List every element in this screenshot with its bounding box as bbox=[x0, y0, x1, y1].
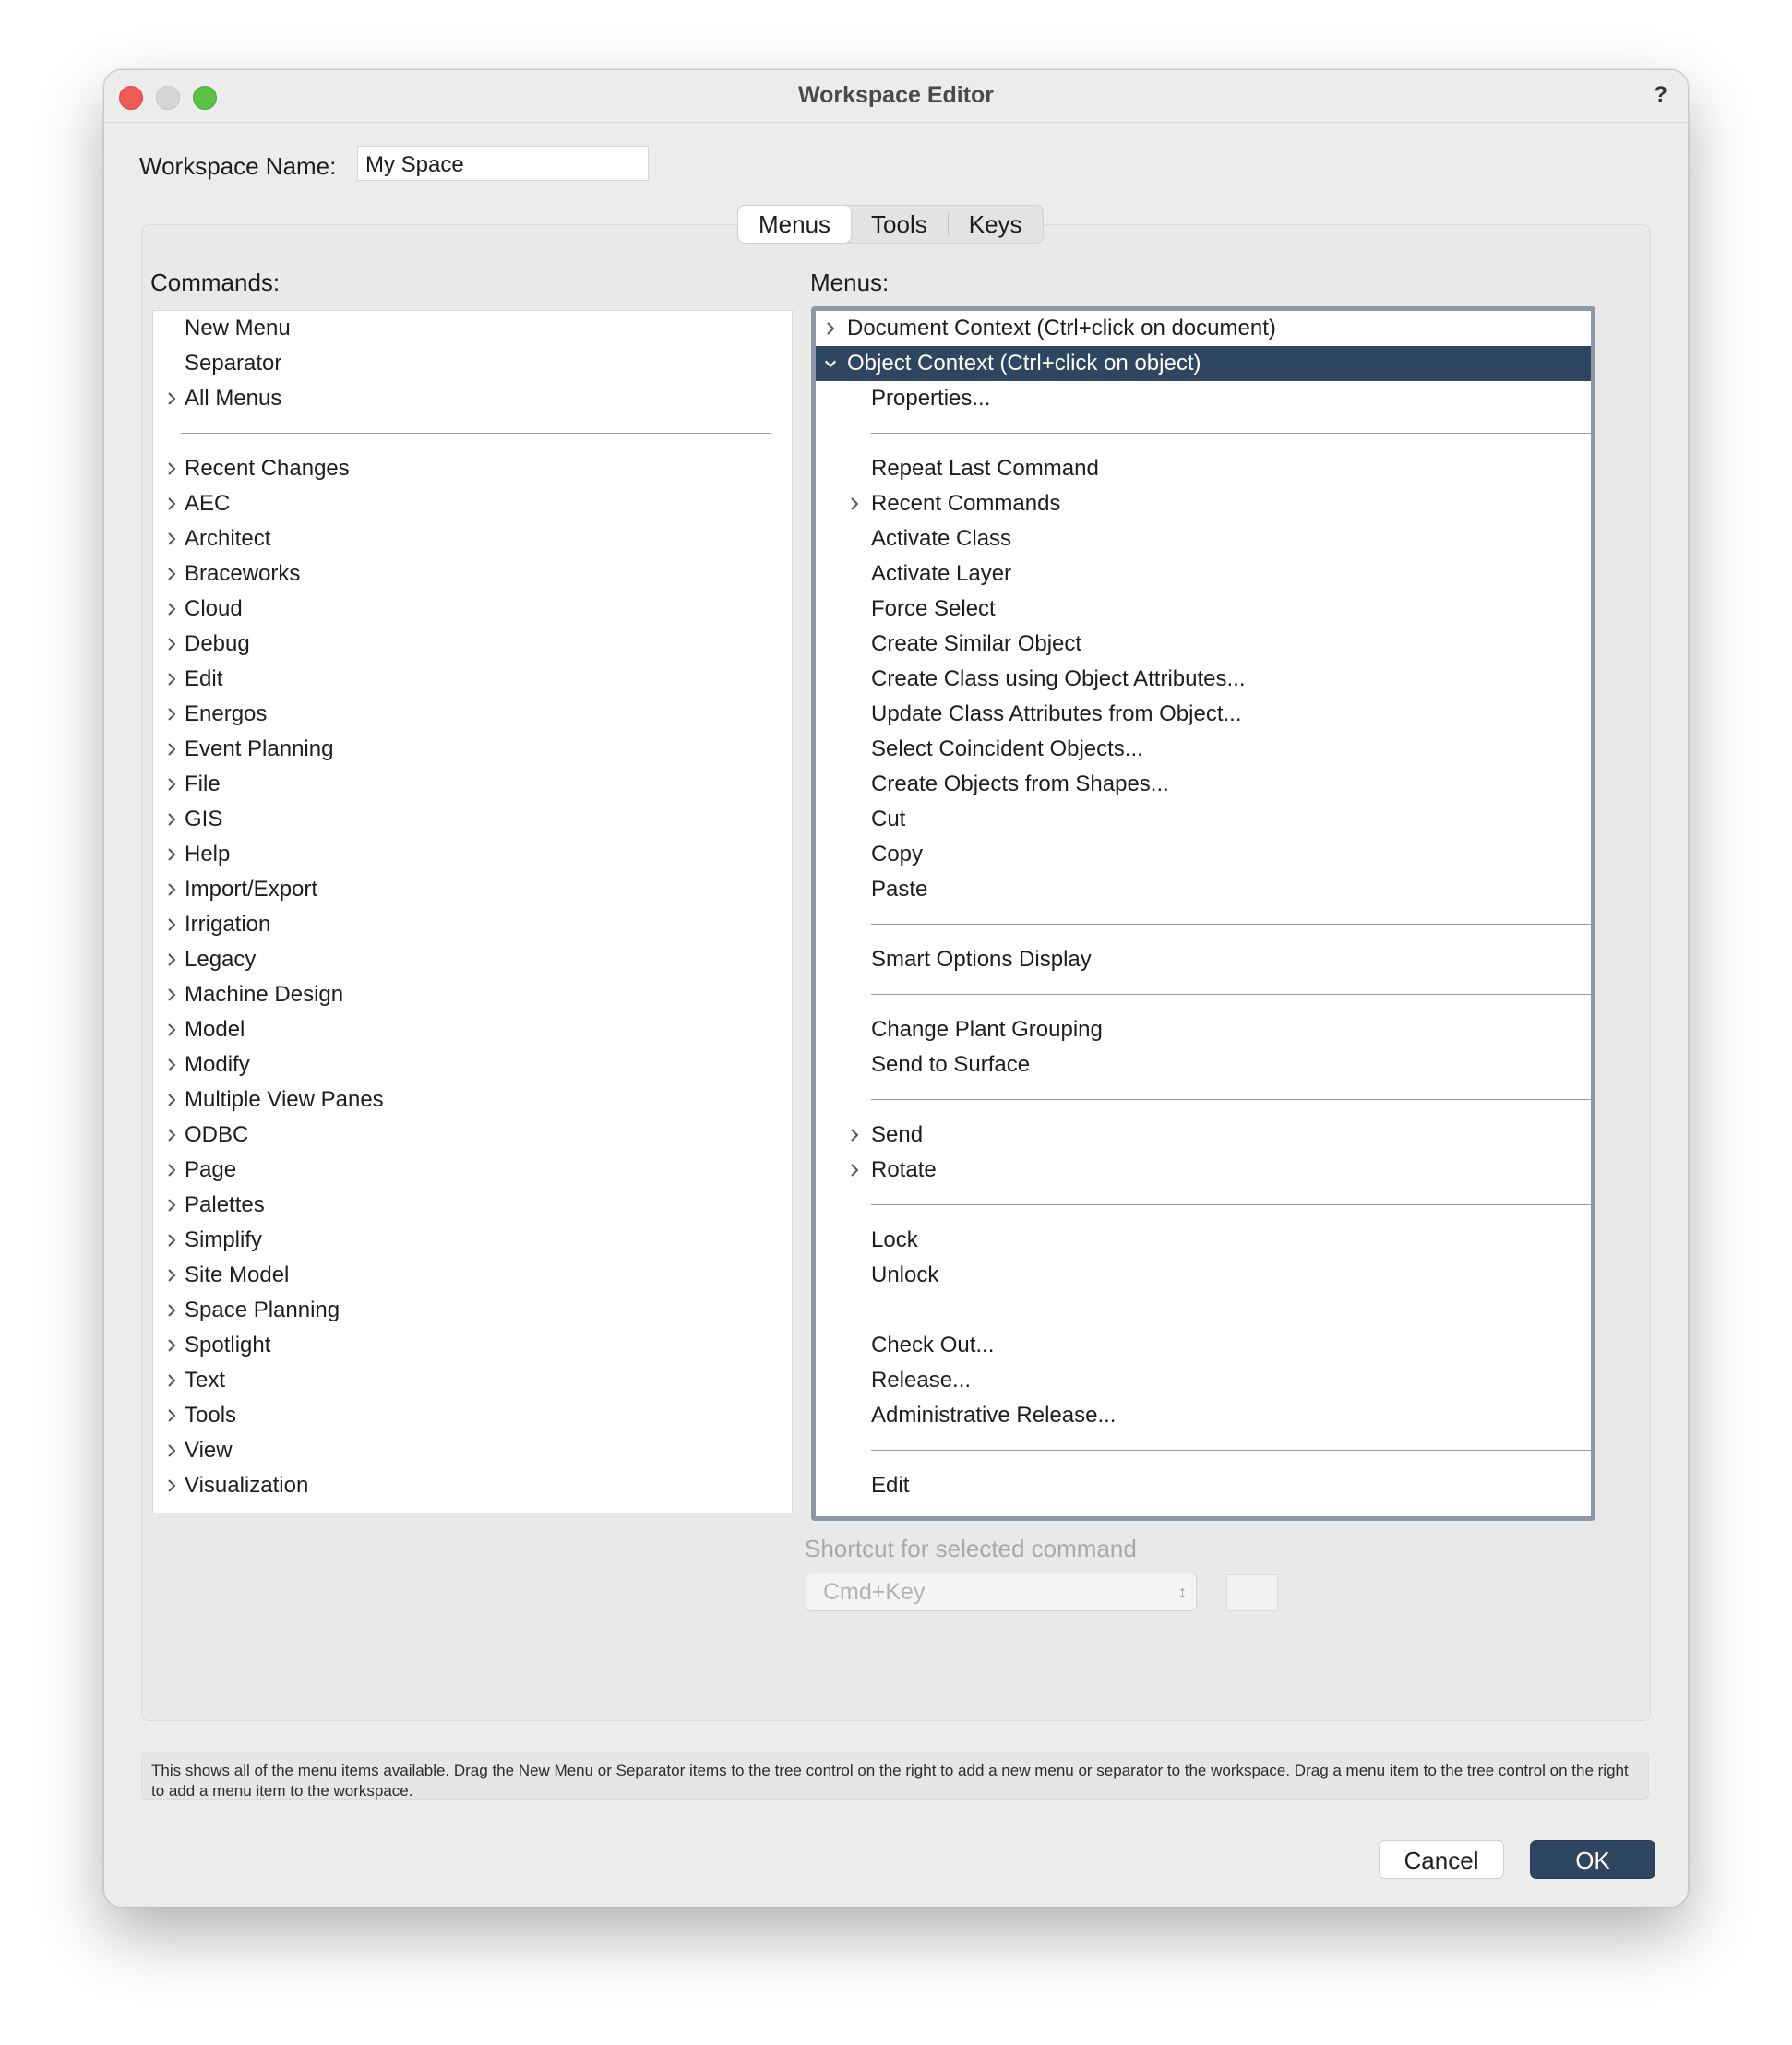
chevron-right-icon[interactable] bbox=[164, 977, 179, 1012]
chevron-down-icon[interactable] bbox=[823, 346, 838, 381]
command-menu-item[interactable] bbox=[153, 802, 792, 837]
chevron-right-icon[interactable] bbox=[164, 697, 179, 732]
chevron-right-icon[interactable] bbox=[847, 1118, 862, 1153]
tree-item-label: Page bbox=[185, 1157, 237, 1182]
command-menu-item[interactable] bbox=[153, 1047, 792, 1082]
tree-item-label: Create Objects from Shapes... bbox=[871, 771, 1169, 796]
menu-tree-item[interactable] bbox=[816, 1328, 1591, 1363]
tree-item-label: Paste bbox=[871, 877, 928, 902]
chevron-right-icon[interactable] bbox=[164, 942, 179, 977]
commands-tree[interactable] bbox=[152, 310, 793, 1513]
command-menu-item[interactable] bbox=[153, 486, 792, 521]
menu-tree-item[interactable] bbox=[816, 872, 1591, 907]
command-menu-item[interactable] bbox=[153, 1328, 792, 1363]
menus-tree[interactable] bbox=[811, 306, 1595, 1521]
command-menu-item[interactable] bbox=[153, 451, 792, 486]
tree-item-label: Object Context (Ctrl+click on object) bbox=[847, 351, 1201, 376]
menus-label: Menus: bbox=[810, 269, 890, 296]
command-menu-item[interactable] bbox=[153, 1293, 792, 1328]
separator-line bbox=[871, 1204, 1591, 1205]
chevron-right-icon[interactable] bbox=[164, 1223, 179, 1258]
title-bar bbox=[104, 70, 1688, 123]
tree-item-label: Multiple View Panes bbox=[185, 1087, 384, 1112]
tree-item-label: Document Context (Ctrl+click on document) bbox=[847, 316, 1276, 341]
tree-item-label: Update Class Attributes from Object... bbox=[871, 701, 1242, 726]
menu-tree-item[interactable] bbox=[816, 942, 1591, 977]
chevron-right-icon[interactable] bbox=[164, 837, 179, 872]
tree-item-label: All Menus bbox=[185, 386, 282, 411]
tree-item-label: Edit bbox=[871, 1473, 910, 1498]
separator-line bbox=[871, 1099, 1591, 1100]
command-item[interactable] bbox=[153, 381, 792, 416]
tree-item-label: View bbox=[185, 1438, 233, 1463]
tree-item-label: Visualization bbox=[185, 1473, 309, 1498]
cancel-button[interactable]: Cancel bbox=[1379, 1840, 1504, 1879]
chevron-right-icon[interactable] bbox=[164, 767, 179, 802]
chevron-right-icon[interactable] bbox=[847, 1153, 862, 1188]
chevron-right-icon[interactable] bbox=[164, 627, 179, 662]
ok-button[interactable]: OK bbox=[1530, 1840, 1655, 1879]
chevron-right-icon[interactable] bbox=[164, 1047, 179, 1082]
tree-item-label: Change Plant Grouping bbox=[871, 1017, 1103, 1042]
tab-keys[interactable]: Keys bbox=[968, 210, 1022, 238]
chevron-right-icon[interactable] bbox=[164, 521, 179, 556]
command-menu-item[interactable] bbox=[153, 1433, 792, 1468]
menu-tree-item[interactable] bbox=[816, 592, 1591, 627]
menu-tree-item[interactable] bbox=[816, 556, 1591, 592]
command-menu-item[interactable] bbox=[153, 1258, 792, 1293]
chevron-right-icon[interactable] bbox=[164, 1468, 179, 1503]
tree-item-label: Spotlight bbox=[185, 1333, 271, 1357]
chevron-right-icon[interactable] bbox=[164, 907, 179, 942]
tree-item-label: Lock bbox=[871, 1227, 918, 1252]
tree-item-label: GIS bbox=[185, 807, 223, 831]
chevron-right-icon[interactable] bbox=[164, 1118, 179, 1153]
chevron-right-icon[interactable] bbox=[164, 381, 179, 416]
command-item[interactable] bbox=[153, 311, 792, 346]
tree-item-label: Check Out... bbox=[871, 1333, 995, 1357]
menu-tree-item[interactable] bbox=[816, 486, 1591, 521]
tree-item-label: Energos bbox=[185, 701, 268, 726]
chevron-right-icon[interactable] bbox=[164, 732, 179, 767]
tree-item-label: Legacy bbox=[185, 947, 257, 972]
command-menu-item[interactable] bbox=[153, 1223, 792, 1258]
tree-item-label: Cut bbox=[871, 807, 906, 831]
shortcut-modifier-select[interactable] bbox=[806, 1573, 1197, 1611]
chevron-right-icon[interactable] bbox=[164, 556, 179, 592]
chevron-right-icon[interactable] bbox=[847, 486, 862, 521]
command-menu-item[interactable] bbox=[153, 1468, 792, 1503]
tree-item-label: Palettes bbox=[185, 1192, 265, 1217]
tree-item-label: Copy bbox=[871, 842, 924, 867]
tree-item-label: Recent Commands bbox=[871, 491, 1061, 516]
chevron-right-icon[interactable] bbox=[164, 1398, 179, 1433]
chevron-right-icon[interactable] bbox=[164, 872, 179, 907]
chevron-right-icon[interactable] bbox=[164, 662, 179, 697]
menu-tree-item[interactable] bbox=[816, 1153, 1591, 1188]
menu-tree-item[interactable] bbox=[816, 1363, 1591, 1398]
menu-tree-item[interactable] bbox=[816, 1047, 1591, 1082]
separator-line bbox=[871, 994, 1591, 995]
tab-tools[interactable]: Tools bbox=[871, 210, 927, 238]
chevron-right-icon[interactable] bbox=[164, 802, 179, 837]
menu-tree-item[interactable] bbox=[816, 837, 1591, 872]
menu-tree-item[interactable] bbox=[816, 1118, 1591, 1153]
tree-item-label: Import/Export bbox=[185, 877, 318, 902]
menu-tree-item[interactable] bbox=[816, 802, 1591, 837]
chevron-right-icon[interactable] bbox=[823, 311, 838, 346]
chevron-right-icon[interactable] bbox=[164, 1328, 179, 1363]
tree-item-label: Machine Design bbox=[185, 982, 344, 1007]
commands-label: Commands: bbox=[150, 269, 281, 296]
help-description: This shows all of the menu items available. Drag the New Menu or Separator items to the tree control on the right to add a new menu or separator to the workspace. Drag a menu item to the tree control on the right to add a menu item to the workspace. bbox=[141, 1752, 1649, 1800]
tree-item-label: Simplify bbox=[185, 1227, 263, 1252]
updown-chevron-icon: ↕ bbox=[1178, 1583, 1187, 1601]
tree-item-label: ODBC bbox=[185, 1122, 249, 1147]
tree-item-label: Create Class using Object Attributes... bbox=[871, 666, 1246, 691]
tree-item-label: AEC bbox=[185, 491, 231, 516]
menu-tree-item[interactable] bbox=[816, 311, 1591, 346]
tree-item-label: Repeat Last Command bbox=[871, 456, 1099, 481]
tree-item-label: Separator bbox=[185, 351, 282, 376]
workspace-name-field[interactable]: My Space bbox=[357, 146, 649, 181]
menu-tree-item[interactable] bbox=[816, 1468, 1591, 1503]
command-menu-item[interactable] bbox=[153, 592, 792, 627]
tree-item-label: Irrigation bbox=[185, 912, 271, 937]
command-menu-item[interactable] bbox=[153, 1363, 792, 1398]
workspace-editor-window bbox=[103, 69, 1689, 1907]
command-item[interactable] bbox=[153, 346, 792, 381]
separator-line bbox=[871, 924, 1591, 925]
tree-item-label: Force Select bbox=[871, 596, 996, 621]
separator-line bbox=[181, 433, 771, 434]
tree-item-label: New Menu bbox=[185, 316, 291, 341]
tree-item-label: Activate Layer bbox=[871, 561, 1012, 586]
command-menu-item[interactable] bbox=[153, 907, 792, 942]
tree-item-label: Event Planning bbox=[185, 736, 334, 761]
tree-item-label: Edit bbox=[185, 666, 223, 691]
chevron-right-icon[interactable] bbox=[164, 1293, 179, 1328]
menu-tree-item[interactable] bbox=[816, 732, 1591, 767]
tree-item-label: Select Coincident Objects... bbox=[871, 736, 1143, 761]
menu-tree-item[interactable] bbox=[816, 1012, 1591, 1047]
tree-item-label: Space Planning bbox=[185, 1298, 340, 1322]
tree-item-label: Architect bbox=[185, 526, 271, 551]
tree-item-label: Create Similar Object bbox=[871, 631, 1082, 656]
shortcut-key-field[interactable] bbox=[1226, 1574, 1278, 1611]
tab-menus[interactable]: Menus bbox=[738, 206, 851, 243]
chevron-right-icon[interactable] bbox=[164, 1012, 179, 1047]
tree-item-label: Site Model bbox=[185, 1262, 290, 1287]
tree-item-label: Tools bbox=[185, 1403, 237, 1428]
chevron-right-icon[interactable] bbox=[164, 1433, 179, 1468]
tree-item-label: Unlock bbox=[871, 1262, 939, 1287]
chevron-right-icon[interactable] bbox=[164, 592, 179, 627]
tree-item-label: File bbox=[185, 771, 221, 796]
command-menu-item[interactable] bbox=[153, 1012, 792, 1047]
command-menu-item[interactable] bbox=[153, 1188, 792, 1223]
workspace-name-label: Workspace Name: bbox=[139, 152, 337, 180]
tree-item-label: Braceworks bbox=[185, 561, 301, 586]
separator-line bbox=[871, 433, 1591, 434]
command-menu-item[interactable] bbox=[153, 521, 792, 556]
menu-tree-item[interactable] bbox=[816, 451, 1591, 486]
tree-item-label: Release... bbox=[871, 1368, 972, 1393]
tree-item-label: Rotate bbox=[871, 1157, 937, 1182]
tree-item-label: Administrative Release... bbox=[871, 1403, 1117, 1428]
menu-tree-item[interactable] bbox=[816, 1223, 1591, 1258]
tree-item-label: Properties... bbox=[871, 386, 991, 411]
command-menu-item[interactable] bbox=[153, 1398, 792, 1433]
menu-tree-item[interactable] bbox=[816, 521, 1591, 556]
tree-item-label: Debug bbox=[185, 631, 250, 656]
tree-item-label: Recent Changes bbox=[185, 456, 350, 481]
tree-item-label: Send to Surface bbox=[871, 1052, 1031, 1077]
chevron-right-icon[interactable] bbox=[164, 451, 179, 486]
menu-tree-item[interactable] bbox=[816, 767, 1591, 802]
tree-item-label: Activate Class bbox=[871, 526, 1012, 551]
tree-item-label: Help bbox=[185, 842, 231, 867]
command-menu-item[interactable] bbox=[153, 1118, 792, 1153]
shortcut-label: Shortcut for selected command bbox=[805, 1535, 1137, 1562]
menu-tree-item[interactable] bbox=[816, 1258, 1591, 1293]
chevron-right-icon[interactable] bbox=[164, 1188, 179, 1223]
command-menu-item[interactable] bbox=[153, 977, 792, 1012]
tree-item-label: Cloud bbox=[185, 596, 243, 621]
menu-tree-item-selected[interactable] bbox=[816, 346, 1591, 381]
command-menu-item[interactable] bbox=[153, 556, 792, 592]
menu-tree-item[interactable] bbox=[816, 1398, 1591, 1433]
command-menu-item[interactable] bbox=[153, 732, 792, 767]
chevron-right-icon[interactable] bbox=[164, 1258, 179, 1293]
shortcut-modifier-value: Cmd+Key bbox=[823, 1579, 926, 1605]
command-menu-item[interactable] bbox=[153, 1082, 792, 1118]
tree-item-label: Model bbox=[185, 1017, 245, 1042]
command-menu-item[interactable] bbox=[153, 942, 792, 977]
chevron-right-icon[interactable] bbox=[164, 1153, 179, 1188]
separator-line bbox=[871, 1450, 1591, 1451]
tab-bar bbox=[737, 205, 1044, 244]
chevron-right-icon[interactable] bbox=[164, 1363, 179, 1398]
command-menu-item[interactable] bbox=[153, 627, 792, 662]
help-button[interactable]: ? bbox=[1654, 82, 1667, 107]
command-menu-item[interactable] bbox=[153, 872, 792, 907]
menu-tree-item[interactable] bbox=[816, 697, 1591, 732]
tree-item-label: Send bbox=[871, 1122, 924, 1147]
command-menu-item[interactable] bbox=[153, 837, 792, 872]
command-menu-item[interactable] bbox=[153, 767, 792, 802]
window-title: Workspace Editor bbox=[797, 82, 995, 108]
menu-tree-item[interactable] bbox=[816, 662, 1591, 697]
menu-tree-item[interactable] bbox=[816, 627, 1591, 662]
command-menu-item[interactable] bbox=[153, 1153, 792, 1188]
tree-item-label: Text bbox=[185, 1368, 226, 1393]
tree-item-label: Modify bbox=[185, 1052, 250, 1077]
chevron-right-icon[interactable] bbox=[164, 1082, 179, 1118]
command-menu-item[interactable] bbox=[153, 697, 792, 732]
command-menu-item[interactable] bbox=[153, 662, 792, 697]
chevron-right-icon[interactable] bbox=[164, 486, 179, 521]
tree-item-label: Smart Options Display bbox=[871, 947, 1092, 972]
menu-tree-item[interactable] bbox=[816, 381, 1591, 416]
